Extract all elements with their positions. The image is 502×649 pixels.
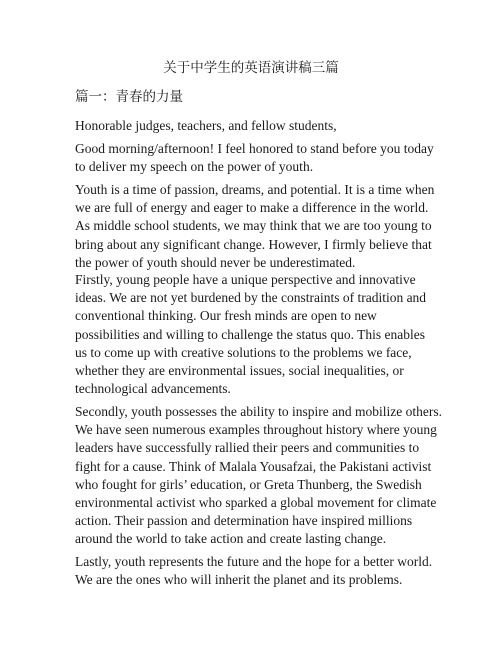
text-line: Good morning/afternoon! I feel honored to stand before you today — [75, 141, 434, 156]
text-line: possibilities and willing to challenge the status quo. This enables — [75, 326, 425, 342]
paragraph-greeting — [75, 140, 435, 176]
section-heading: 篇一：青春的力量 — [75, 89, 183, 104]
text-line: Youth is a time of passion, dreams, and potential. It is a time when — [75, 182, 435, 197]
text-line: bring about any significant change. However, I firmly believe that — [75, 236, 432, 252]
text-line: Honorable judges, teachers, and fellow students, — [75, 118, 337, 133]
text-line: Firstly, young people have a unique perspective and innovative — [75, 272, 416, 287]
text-line: leaders have successfully rallied their peers and communities to — [75, 440, 420, 456]
text-line: to deliver my speech on the power of youth. — [75, 159, 314, 175]
text-line: technological advancements. — [75, 381, 231, 397]
paragraph-salutation — [75, 117, 435, 135]
text-line: We have seen numerous examples throughout history where young — [75, 422, 437, 438]
text-line: fight for a cause. Think of Malala Yousafzai, the Pakistani activist — [75, 458, 432, 474]
document-title: 关于中学生的英语演讲稿三篇 — [163, 60, 339, 75]
text-line: the power of youth should never be underestimated. — [75, 254, 356, 270]
text-line: As middle school students, we may think that we are too young to — [75, 218, 432, 234]
text-line: us to come up with creative solutions to the problems we face, — [75, 344, 412, 360]
paragraph-secondly — [75, 403, 442, 549]
text-line: whether they are environmental issues, social inequalities, or — [75, 363, 404, 379]
text-line: We are the ones who will inherit the planet and its problems. — [75, 572, 403, 588]
text-line: Lastly, youth represents the future and the hope for a better world. — [75, 554, 433, 569]
text-line: action. Their passion and determination have inspired millions — [75, 513, 413, 529]
paragraph-lastly — [75, 553, 435, 589]
text-line: environmental activist who sparked a global movement for climate — [75, 495, 437, 511]
text-line: ideas. We are not yet burdened by the constraints of tradition and — [75, 290, 427, 306]
text-line: who fought for girls’ education, or Greta Thunberg, the Swedish — [75, 476, 422, 492]
text-line: Secondly, youth possesses the ability to inspire and mobilize others. — [75, 404, 442, 419]
paragraph-youth — [75, 181, 435, 272]
text-line: conventional thinking. Our fresh minds are open to new — [75, 308, 377, 324]
text-line: we are full of energy and eager to make a difference in the world. — [75, 200, 429, 216]
paragraph-firstly — [75, 271, 435, 398]
text-line: around the world to take action and create lasting change. — [75, 531, 387, 547]
